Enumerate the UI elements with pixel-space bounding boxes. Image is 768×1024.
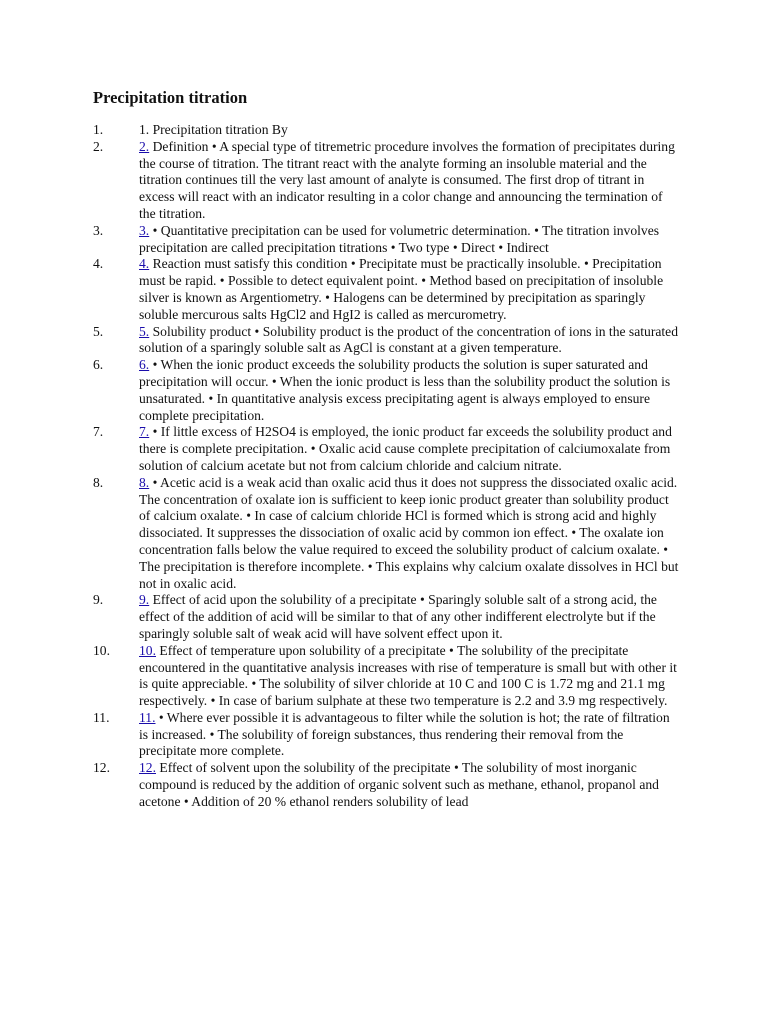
- slide-link[interactable]: 3.: [139, 222, 150, 238]
- list-item-number: 1.: [93, 122, 104, 137]
- list-item-number: 3.: [93, 222, 104, 238]
- list-item: [0, 424, 680, 474]
- slide-link[interactable]: 4.: [139, 256, 150, 272]
- list-item: [0, 122, 680, 139]
- slide-link[interactable]: 12.: [139, 760, 156, 776]
- list-item-text: • Quantitative precipitation can be used for volumetric determination. • The titration involves precipitation are called precipitation titrations • Two type • Direct • Indirect: [139, 222, 660, 255]
- slide-link[interactable]: 11.: [139, 709, 156, 725]
- slide-link[interactable]: 5.: [139, 323, 150, 339]
- list-item-text: Solubility product • Solubility product is the product of the concentration of ions in the saturated solution of a sparingly soluble salt as AgCl is constant at a given temperature.: [139, 323, 678, 356]
- list-item-number: 5.: [93, 323, 104, 339]
- list-item: [0, 223, 680, 257]
- list-item: [0, 592, 680, 642]
- list-item-text: • Acetic acid is a weak acid than oxalic acid thus it does not suppress the dissociated oxalic acid. The concentration of oxalate ion is sufficient to keep ionic product greater than solubility product of calcium oxalate. • In case of calcium chloride HCl is formed which is strong acid and highly dissociated. It suppresses the dissociation of oxalic acid by common ion effect. • The oxalate ion concentration falls below the value required to exceed the solubility product of calcium oxalate. • The precipitation is therefore incomplete. • This explains why calcium oxalate dissolves in HCl but not in oxalic acid.: [139, 474, 679, 591]
- list-item: [0, 256, 680, 323]
- list-item-number: 10.: [93, 642, 110, 658]
- list-item-number: 6.: [93, 357, 104, 373]
- list-item-number: 7.: [93, 424, 104, 440]
- list-item: [0, 760, 680, 810]
- list-item-text: Reaction must satisfy this condition • Precipitate must be practically insoluble. • Precipitation must be rapid. • Possible to detect equivalent point. • Method based on precipitation of insoluble silver is known as Argentiometry. • Halogens can be determined by precipitation as sparingly soluble mercurous salts HgCl2 and HgI2 is called as mercurometry.: [139, 256, 664, 322]
- list-item-number: 4.: [93, 256, 104, 272]
- list-item-number: 11.: [93, 709, 110, 725]
- list-item: [0, 475, 680, 593]
- slide-link[interactable]: 7.: [139, 424, 150, 440]
- slide-link[interactable]: 8.: [139, 474, 150, 490]
- list-item-text: Effect of solvent upon the solubility of the precipitate • The solubility of most inorganic compound is reduced by the addition of organic solvent such as methane, ethanol, propanol and acetone • Addition of 20 % ethanol renders solubility of lead: [139, 760, 659, 809]
- list-item-text: 1. Precipitation titration By: [139, 122, 288, 137]
- slide-link[interactable]: 2.: [139, 138, 150, 154]
- list-item-text: Effect of temperature upon solubility of a precipitate • The solubility of the precipitate encountered in the quantitative analysis increases with rise of temperature is small but with other it is quite appreciable. • The solubility of silver chloride at 10 C and 100 C is 1.72 mg and 21.1 mg respectively. • In case of barium sulphate at these two temperature is 2.2 and 3.9 mg respectively.: [139, 642, 677, 709]
- list-item: [0, 139, 680, 223]
- list-item-text: Effect of acid upon the solubility of a precipitate • Sparingly soluble salt of a strong acid, the effect of the addition of acid will be similar to that of any other indifferent electrolyte but if the sparingly soluble salt of weak acid will have solvent effect upon it.: [139, 592, 657, 641]
- slide-link[interactable]: 9.: [139, 592, 150, 608]
- list-item-number: 8.: [93, 474, 104, 490]
- slide-link[interactable]: 10.: [139, 642, 156, 658]
- document-title: Precipitation titration: [93, 88, 248, 107]
- list-item: [0, 643, 680, 710]
- list-item: [0, 357, 680, 424]
- list-item-text: • Where ever possible it is advantageous to filter while the solution is hot; the rate of filtration is increased. • The solubility of foreign substances, thus rendering their removal from the precipitate more complete.: [139, 709, 670, 759]
- slide-link[interactable]: 6.: [139, 357, 150, 373]
- list-item-text: • When the ionic product exceeds the solubility products the solution is super saturated and precipitation will occur. • When the ionic product is less than the solubility product the solution is unsaturated. • In quantitative analysis excess precipitating agent is always employed to ensure complete precipitation.: [139, 357, 671, 423]
- slide-list: [0, 122, 680, 811]
- list-item-text: • If little excess of H2SO4 is employed, the ionic product far exceeds the solubility product and there is complete precipitation. • Oxalic acid cause complete precipitation of calciumoxalate from solution of calcium acetate but not from calcium chloride and calcium nitrate.: [139, 424, 672, 473]
- list-item-number: 9.: [93, 592, 104, 608]
- list-item: [0, 710, 680, 760]
- list-item-number: 12.: [93, 760, 110, 776]
- list-item-text: Definition • A special type of titremetric procedure involves the formation of precipitates during the course of titration. The titrant react with the analyte forming an insoluble material and the titration continues till the very last amount of analyte is consumed. The first drop of titrant in excess will react with an indicator resulting in a color change and announcing the termination of the titration.: [139, 138, 675, 221]
- list-item-number: 2.: [93, 138, 104, 154]
- list-item: [0, 324, 680, 358]
